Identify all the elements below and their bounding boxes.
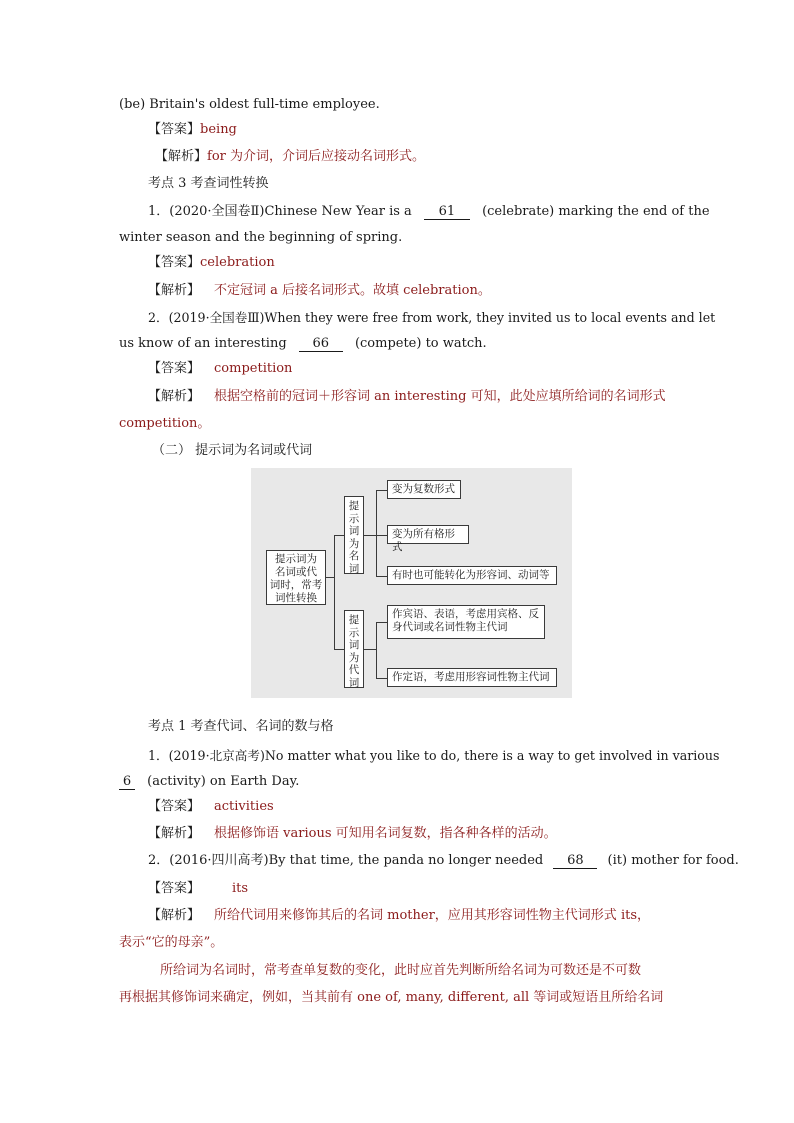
analysis-tag: 【解析】 bbox=[148, 389, 201, 404]
answer-value: its bbox=[232, 881, 249, 896]
answer-value: competition bbox=[214, 361, 293, 376]
diagram-noun-item: 变为复数形式 bbox=[387, 480, 461, 499]
question-line bbox=[119, 773, 299, 791]
section-heading: 考点 3 考查词性转换 bbox=[148, 176, 269, 191]
analysis-line bbox=[148, 907, 650, 925]
question-text: 2．(2016·四川高考)By that time, the panda no longer needed bbox=[148, 853, 544, 868]
answer-line bbox=[148, 798, 274, 816]
analysis-continued: 表示“它的母亲”。 bbox=[119, 935, 224, 950]
analysis-line bbox=[148, 282, 491, 300]
connector bbox=[364, 535, 376, 536]
question-text: (compete) to watch. bbox=[354, 336, 487, 351]
connector bbox=[334, 535, 335, 649]
answer-value: being bbox=[200, 122, 237, 137]
diagram-noun-item: 变为所有格形式 bbox=[387, 525, 469, 544]
connector bbox=[334, 535, 344, 536]
connector bbox=[376, 576, 387, 577]
answer-tag: 【答案】 bbox=[148, 122, 201, 137]
analysis-tag: 【解析】 bbox=[155, 149, 208, 164]
question-line: 2．(2019·全国卷Ⅲ)When they were free from work, they invited us to local events and let bbox=[148, 310, 716, 325]
text-line: winter season and the beginning of spring. bbox=[119, 230, 403, 245]
answer-value: activities bbox=[214, 799, 274, 814]
blank-field: 66 bbox=[299, 337, 343, 352]
answer-line bbox=[148, 360, 292, 378]
analysis-value: 所给代词用来修饰其后的名词 mother，应用其形容词性物主代词形式 its， bbox=[214, 908, 650, 923]
analysis-line bbox=[155, 148, 425, 166]
question-text: 1．(2020·全国卷Ⅱ)Chinese New Year is a bbox=[148, 204, 412, 219]
analysis-tag: 【解析】 bbox=[148, 283, 201, 298]
question-line: 1．(2019·北京高考)No matter what you like to do, there is a way to get involved in various bbox=[148, 748, 720, 763]
diagram-noun-branch-box: 提 示 词 为 名 词 bbox=[344, 496, 364, 574]
subsection-heading: （二） 提示词为名词或代词 bbox=[152, 443, 313, 458]
analysis-value: 根据修饰语 various 可知用名词复数，指各种各样的活动。 bbox=[214, 826, 557, 841]
question-line bbox=[119, 335, 487, 353]
connector bbox=[326, 577, 334, 578]
section-heading: 考点 1 考查代词、名词的数与格 bbox=[148, 719, 334, 734]
diagram-pronoun-item: 作宾语、表语，考虑用宾格、反 身代词或名词性物主代词 bbox=[387, 605, 545, 639]
connector bbox=[376, 622, 377, 678]
blank-field: 68 bbox=[553, 854, 597, 869]
diagram-root-box: 提示词为 名词或代 词时，常考 词性转换 bbox=[266, 550, 326, 605]
answer-tag: 【答案】 bbox=[148, 881, 201, 896]
answer-tag: 【答案】 bbox=[148, 361, 201, 376]
question-text: us know of an interesting bbox=[119, 336, 287, 351]
analysis-tag: 【解析】 bbox=[148, 908, 201, 923]
analysis-line bbox=[148, 388, 666, 406]
diagram-pronoun-branch-box: 提 示 词 为 代 词 bbox=[344, 610, 364, 688]
answer-line bbox=[148, 254, 275, 272]
analysis-line bbox=[148, 825, 557, 843]
connector bbox=[376, 535, 387, 536]
paragraph-line: 所给词为名词时，常考查单复数的变化，此时应首先判断所给名词为可数还是不可数 bbox=[160, 963, 642, 978]
answer-line bbox=[148, 121, 237, 139]
answer-line bbox=[148, 880, 248, 898]
analysis-value: for 为介词，介词后应接动名词形式。 bbox=[207, 149, 426, 164]
analysis-value: 不定冠词 a 后接名词形式。故填 celebration。 bbox=[214, 283, 491, 298]
connector bbox=[376, 678, 387, 679]
connector bbox=[334, 649, 344, 650]
blank-field: 6 bbox=[119, 775, 135, 790]
connector bbox=[364, 649, 376, 650]
question-line bbox=[148, 203, 710, 221]
analysis-value: 根据空格前的冠词＋形容词 an interesting 可知，此处应填所给词的名词形式 bbox=[214, 389, 666, 404]
question-line bbox=[148, 852, 739, 870]
answer-tag: 【答案】 bbox=[148, 799, 201, 814]
diagram-pronoun-item: 作定语，考虑用形容词性物主代词 bbox=[387, 668, 557, 687]
blank-field: 61 bbox=[424, 205, 470, 220]
paragraph-line: 再根据其修饰词来确定，例如，当其前有 one of, many, different, all 等词或短语且所给名词 bbox=[119, 990, 664, 1005]
answer-tag: 【答案】 bbox=[148, 255, 201, 270]
connector bbox=[376, 490, 377, 576]
text-line: (be) Britain's oldest full-time employee. bbox=[119, 97, 380, 112]
connector bbox=[376, 490, 387, 491]
question-text: (celebrate) marking the end of the bbox=[482, 204, 710, 219]
question-text: (activity) on Earth Day. bbox=[147, 774, 300, 789]
connector bbox=[376, 622, 387, 623]
analysis-tag: 【解析】 bbox=[148, 826, 201, 841]
diagram-noun-item: 有时也可能转化为形容词、动词等 bbox=[387, 566, 557, 585]
analysis-continued: competition。 bbox=[119, 416, 211, 431]
answer-value: celebration bbox=[200, 255, 275, 270]
question-text: (it) mother for food. bbox=[607, 853, 739, 868]
